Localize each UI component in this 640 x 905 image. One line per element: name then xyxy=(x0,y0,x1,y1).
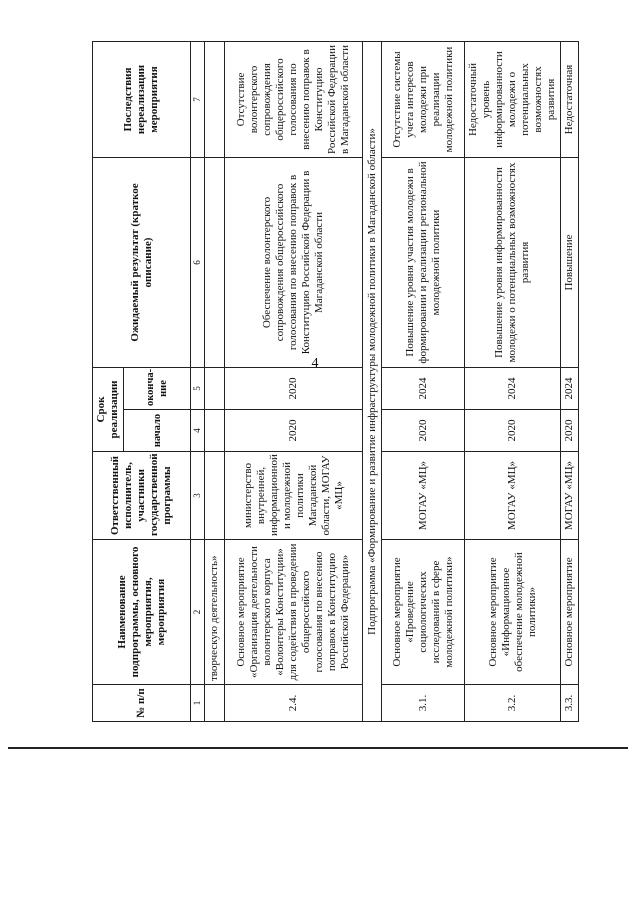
header-result: Ожидаемый результат (краткое описание) xyxy=(93,157,191,367)
row-result: Повышение уровня информированности молодежи о потенциальных возможностях развития xyxy=(465,157,561,367)
table-row xyxy=(561,41,579,721)
page-separator-line xyxy=(8,747,628,749)
row-end: 2024 xyxy=(382,367,465,409)
row-end: 2024 xyxy=(561,367,579,409)
row-name: Основное мероприятие «Информационное обеспечение молодежной политики» xyxy=(465,540,561,685)
header-name: Наименование подпрограммы, основного мероприятия, мероприятия xyxy=(93,540,191,685)
row-responsible: МОГАУ «МЦ» xyxy=(382,452,465,540)
col-number: 7 xyxy=(191,41,205,157)
program-table xyxy=(92,41,579,722)
row-consequences: Отсутствие системы учета интересов молодежи при реализации молодежной политики xyxy=(382,41,465,157)
header-term-end: оконча-ние xyxy=(124,367,191,409)
row-consequences: Недостаточная xyxy=(561,41,579,157)
row-result: Обеспечение волонтерского сопровождения общероссийского голосования по внесению поправок в Конституцию Российской Федерации в Магаданской области xyxy=(225,157,363,367)
row-start: 2020 xyxy=(382,410,465,452)
row-name: Основное мероприятие xyxy=(561,540,579,685)
header-row xyxy=(93,41,124,721)
header-responsible: Ответственный исполнитель, участники государственной программы xyxy=(93,452,191,540)
col-number: 4 xyxy=(191,410,205,452)
table-row xyxy=(382,41,465,721)
row-consequences: Недостаточный уровень информированности молодежи о потенциальных возможностях развития xyxy=(465,41,561,157)
rotated-table-container xyxy=(92,42,582,722)
table-row xyxy=(465,41,561,721)
row-name: Основное мероприятие «Организация деятельности волонтерского корпуса «Волонтеры Конституции» для содействия в проведении общероссийского голосования по внесению поправок в Конституцию Российской Федерации» xyxy=(225,540,363,685)
continuation-text: творческую деятельность» xyxy=(205,540,225,685)
row-name: Основное мероприятие «Проведение социологических исследований в сфере молодежной политики» xyxy=(382,540,465,685)
row-responsible: МОГАУ «МЦ» xyxy=(465,452,561,540)
table-row xyxy=(225,41,363,721)
row-num: 3.3. xyxy=(561,685,579,722)
column-numbers-row xyxy=(191,41,205,721)
header-num: № п/п xyxy=(93,685,191,722)
row-num: 3.2. xyxy=(465,685,561,722)
header-consequences: Последствия нереализации мероприятия xyxy=(93,41,191,157)
page-number: 4 xyxy=(311,356,319,371)
row-start: 2020 xyxy=(465,410,561,452)
col-number: 2 xyxy=(191,540,205,685)
continuation-row xyxy=(205,41,225,721)
col-number: 3 xyxy=(191,452,205,540)
row-num: 3.1. xyxy=(382,685,465,722)
header-term: Срок реализации xyxy=(93,367,124,451)
row-num: 2.4. xyxy=(225,685,363,722)
col-number: 6 xyxy=(191,157,205,367)
header-term-start: начало xyxy=(124,410,191,452)
row-end: 2020 xyxy=(225,367,363,409)
row-start: 2020 xyxy=(225,410,363,452)
row-end: 2024 xyxy=(465,367,561,409)
row-consequences: Отсутствие волонтерского сопровождения общероссийского голосования по внесению поправок в Конституцию Российской Федерации в Магаданской области xyxy=(225,41,363,157)
subprogram-title: Подпрограмма «Формирование и развитие инфраструктуры молодежной политики в Магаданской области» xyxy=(363,41,382,721)
row-result: Повышение xyxy=(561,157,579,367)
subprogram-row xyxy=(363,41,382,721)
row-responsible: министерство внутренней, информационной и молодежной политики Магаданской области, МОГАУ «МЦ» xyxy=(225,452,363,540)
row-result: Повышение уровня участия молодежи в формировании и реализации региональной молодежной политики xyxy=(382,157,465,367)
col-number: 1 xyxy=(191,685,205,722)
row-responsible: МОГАУ «МЦ» xyxy=(561,452,579,540)
col-number: 5 xyxy=(191,367,205,409)
row-start: 2020 xyxy=(561,410,579,452)
